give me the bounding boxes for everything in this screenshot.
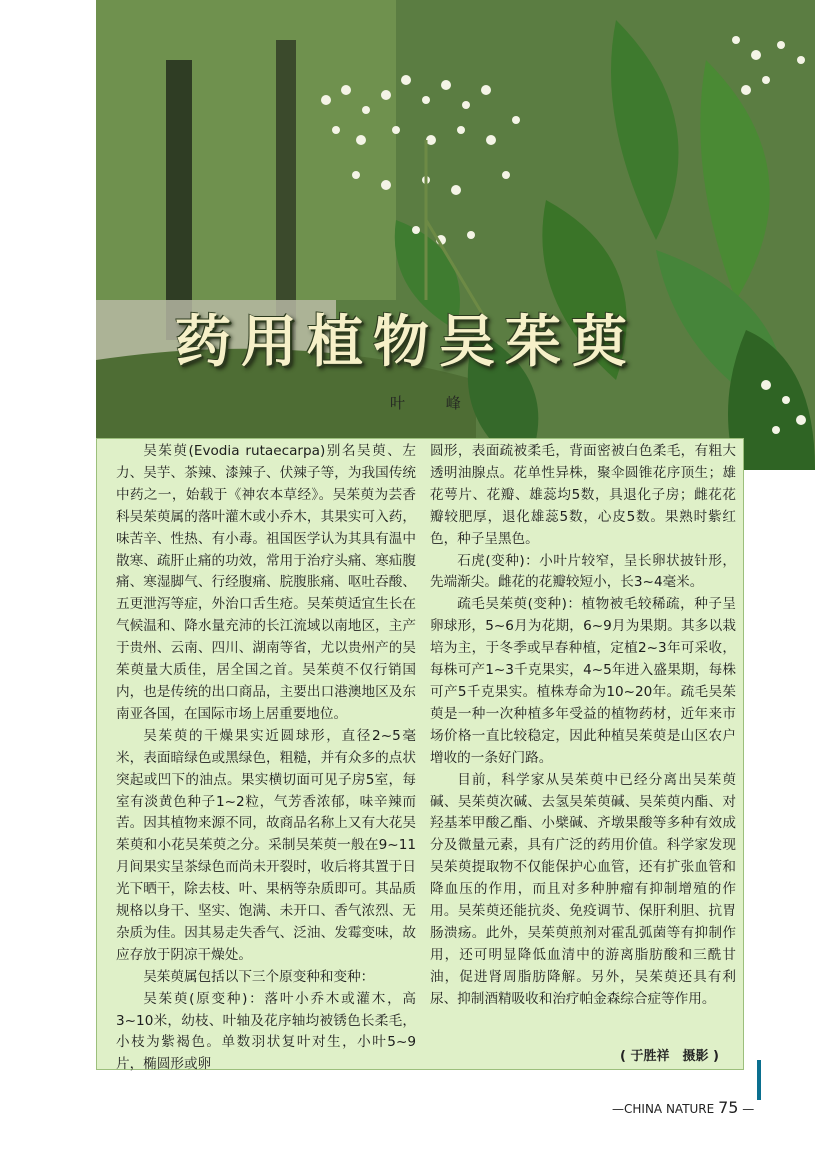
article-title: 药用植物吴茱萸 bbox=[175, 309, 637, 375]
magazine-name: —CHINA NATURE bbox=[612, 1102, 715, 1116]
photo-credit: ( 于胜祥 摄影 ) bbox=[620, 1049, 719, 1064]
author-name: 叶 峰 bbox=[390, 394, 479, 412]
paragraph-fruit-description: 吴茱萸的干燥果实近圆球形，直径2~5毫米，表面暗绿色或黑绿色，粗糙，并有众多的点状突起或凹下的油点。果实横切面可见子房5室，每室有淡黄色种子1~2粒，气芳香浓郁，味辛辣而苦。因其植物来源不同，故商品名称上又有大花吴茱萸和小花吴茱萸之分。采制吴茱萸一般在9~11月间果实呈茶绿色而尚未开裂时，收后将其置于日光下晒干，除去枝、叶、果柄等杂质即可。其品质规格以身干、坚实、饱满、未开口、香气浓烈、无杂质为佳。因其易走失香气、泛油、发霉变味，故应存放于阴凉干燥处。 bbox=[116, 727, 416, 963]
text-column-right bbox=[430, 441, 736, 1011]
paragraph-shihu-variety: 石虎(变种)：小叶片较窄，呈长卵状披针形，先端渐尖。雌花的花瓣较短小，长3~4毫米。 bbox=[430, 552, 736, 591]
page-footer bbox=[612, 1098, 754, 1117]
paragraph-leaf-description: 圆形，表面疏被柔毛，背面密被白色柔毛，有粗大透明油腺点。花单性异株，聚伞圆锥花序顶生；雄花萼片、花瓣、雄蕊均5数，具退化子房；雌花花瓣较肥厚，退化雄蕊5数，心皮5数。果熟时紫红色，种子呈黑色。 bbox=[430, 443, 736, 547]
text-column-left bbox=[116, 441, 416, 1076]
paragraph-original-variety: 吴茱萸(原变种)：落叶小乔木或灌木，高3~10米，幼枝、叶轴及花序轴均被锈色长柔毛，小枝为紫褐色。单数羽状复叶对生，小叶5~9片，椭圆形或卵 bbox=[116, 990, 416, 1073]
paragraph-varieties-intro: 吴茱萸属包括以下三个原变种和变种： bbox=[143, 968, 375, 985]
page-edge-marker bbox=[757, 1060, 761, 1100]
paragraph-intro: 吴茱萸(Evodia rutaecarpa)别名吴萸、左力、吴芋、茶辣、漆辣子、伏辣子等，为我国传统中药之一，始载于《神农本草经》。吴茱萸为芸香科吴茱萸属的落叶灌木或小乔木，其果实可入药，味苦辛、性热、有小毒。祖国医学认为其具有温中散寒、疏肝止痛的功效，常用于治疗头痛、寒疝腹痛、寒湿脚气、行经腹痛、脘腹胀痛、呕吐吞酸、五更泄泻等症，外治口舌生疮。吴茱萸适宜生长在气候温和、降水量充沛的长江流域以南地区，主产于贵州、云南、四川、湖南等省，尤以贵州产的吴茱萸量大质佳，居全国之首。吴茱萸不仅行销国内，也是传统的出口商品，主要出口港澳地区及东南亚各国，在国际市场上居重要地位。 bbox=[116, 443, 416, 722]
footer-dash: — bbox=[742, 1102, 755, 1116]
paragraph-pharmacology: 目前，科学家从吴茱萸中已经分离出吴茱萸碱、吴茱萸次碱、去氢吴茱萸碱、吴茱萸内酯、对羟基苯甲酸乙酯、小檗碱、齐墩果酸等多种有效成分及微量元素，具有广泛的药用价值。科学家发现吴茱萸提取物不仅能保护心血管，还有扩张血管和降血压的作用，而且对多种肿瘤有抑制增殖的作用。吴茱萸还能抗炎、免疫调节、保肝利胆、抗胃肠溃疡。此外，吴茱萸煎剂对霍乱弧菌等有抑制作用，还可明显降低血清中的游离脂肪酸和三酰甘油，促进肾周脂肪降解。另外，吴茱萸还具有利尿、抑制酒精吸收和治疗帕金森综合症等作用。 bbox=[430, 771, 736, 1007]
paragraph-sparse-hair-variety: 疏毛吴茱萸(变种)：植物被毛较稀疏，种子呈卵球形，5~6月为花期，6~9月为果期。其多以栽培为主，于冬季或早春种植，定植2~3年可采收，每株可产1~3千克果实，4~5年进入盛果期，每株可产5千克果实。植株寿命为10~20年。疏毛吴茱萸是一种一次种植多年受益的植物药材，近年来市场价格一直比较稳定，因此种植吴茱萸是山区农户增收的一条好门路。 bbox=[430, 596, 736, 766]
page-number: 75 bbox=[718, 1098, 739, 1117]
